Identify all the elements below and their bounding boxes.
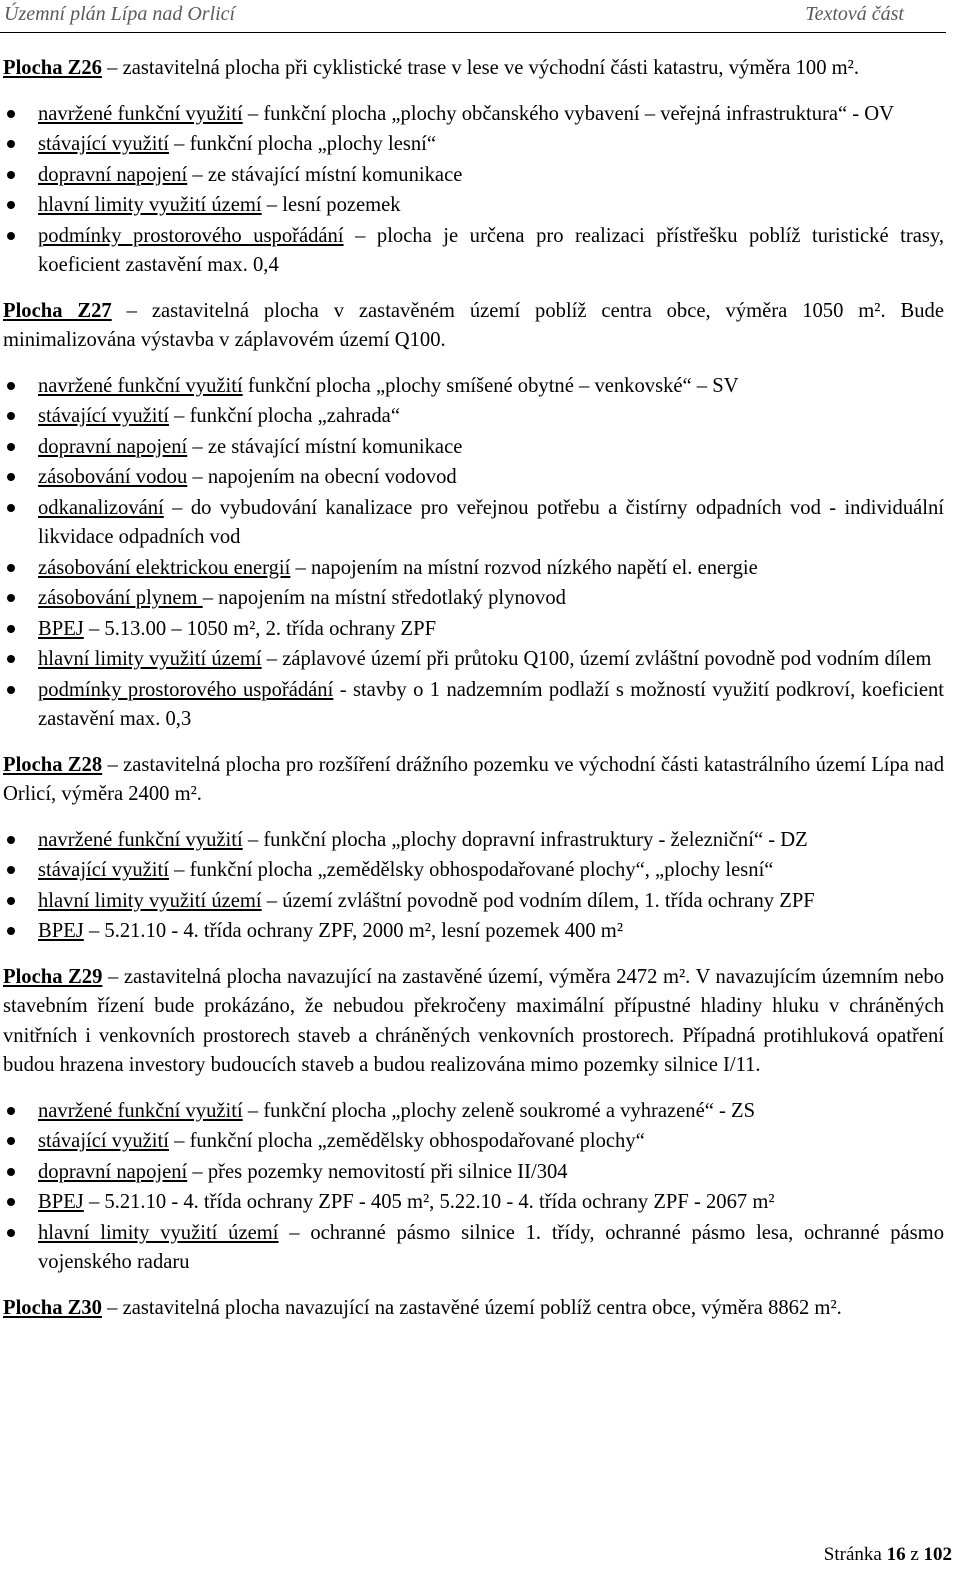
bullet-icon	[7, 655, 15, 663]
section-heading: Plocha Z27	[3, 299, 112, 322]
section-paragraph	[3, 297, 944, 356]
bullet-list	[3, 372, 944, 735]
list-item	[3, 856, 944, 886]
document-body	[3, 54, 944, 1323]
item-label: stávající využití	[38, 1130, 169, 1152]
item-text: – napojením na místní rozvod nízkého napětí el. energie	[290, 556, 758, 579]
header-section: Textová část	[805, 3, 904, 25]
item-label: stávající využití	[38, 133, 169, 155]
section-paragraph	[3, 751, 944, 810]
item-label: hlavní limity využití území	[38, 648, 262, 670]
section-heading: Plocha Z30	[3, 1296, 102, 1319]
bullet-icon	[7, 473, 15, 481]
item-text: – funkční plocha „plochy zeleně soukromé a vyhrazené“ - ZS	[242, 1099, 756, 1122]
item-text: – ze stávající místní komunikace	[187, 435, 463, 458]
list-item	[3, 402, 944, 432]
item-text: – funkční plocha „plochy dopravní infrastruktury - železniční“ - DZ	[242, 828, 808, 851]
list-item	[3, 161, 944, 191]
item-text: funkční plocha „plochy smíšené obytné – venkovské“ – SV	[242, 374, 739, 397]
item-text: – do vybudování kanalizace pro veřejnou potřebu a čistírny odpadních vod - individuální likvidace odpadních vod	[38, 496, 944, 548]
item-label: podmínky prostorového uspořádání	[38, 224, 344, 247]
item-label: BPEJ	[38, 1191, 84, 1213]
list-item	[3, 372, 944, 402]
section-intro: – zastavitelná plocha při cyklistické trase v lese ve východní části katastru, výměra 100 m².	[101, 57, 860, 79]
bullet-icon	[7, 594, 15, 602]
bullet-icon	[7, 171, 15, 179]
page-footer	[824, 1544, 952, 1566]
bullet-list	[3, 100, 944, 281]
item-text: – ochranné pásmo silnice 1. třídy, ochranné pásmo lesa, ochranné pásmo vojenského radaru	[38, 1221, 944, 1273]
bullet-list	[3, 826, 944, 947]
bullet-icon	[7, 625, 15, 633]
item-text: – funkční plocha „zahrada“	[168, 405, 400, 427]
list-item	[3, 917, 944, 947]
section-heading: Plocha Z26	[3, 57, 102, 79]
item-label: navržené funkční využití	[38, 1099, 243, 1122]
bullet-icon	[7, 504, 15, 512]
bullet-icon	[7, 866, 15, 874]
section-intro: – zastavitelná plocha navazující na zastavěné území poblíž centra obce, výměra 8862 m².	[101, 1296, 842, 1319]
item-label: dopravní napojení	[38, 163, 188, 186]
bullet-icon	[7, 1107, 15, 1115]
bullet-icon	[7, 382, 15, 390]
item-text: – 5.21.10 - 4. třída ochrany ZPF - 405 m², 5.22.10 - 4. třída ochrany ZPF - 2067 m²	[83, 1191, 775, 1213]
item-text: – funkční plocha „plochy lesní“	[168, 133, 437, 155]
item-label: zásobování vodou	[38, 466, 188, 488]
item-label: BPEJ	[38, 920, 84, 942]
item-text: – plocha je určena pro realizaci přístřešku poblíž turistické trasy, koeficient zastavění max. 0,4	[38, 224, 944, 276]
bullet-icon	[7, 1168, 15, 1176]
section-paragraph	[3, 54, 944, 84]
item-label: dopravní napojení	[38, 1160, 188, 1183]
item-label: BPEJ	[38, 617, 84, 640]
item-label: zásobování elektrickou energií	[38, 556, 291, 579]
item-label: zásobování plynem	[38, 587, 203, 609]
header-title: Územní plán Lípa nad Orlicí	[4, 3, 236, 25]
section-paragraph	[3, 1294, 944, 1324]
list-item	[3, 1188, 944, 1218]
bullet-icon	[7, 443, 15, 451]
section-heading: Plocha Z28	[3, 753, 103, 776]
list-item	[3, 615, 944, 645]
list-item	[3, 554, 944, 584]
bullet-icon	[7, 927, 15, 935]
list-item	[3, 222, 944, 281]
item-label: navržené funkční využití	[38, 374, 243, 397]
list-item	[3, 1158, 944, 1188]
item-text: – funkční plocha „plochy občanského vybavení – veřejná infrastruktura“ - OV	[242, 102, 895, 125]
bullet-icon	[7, 1198, 15, 1206]
section-paragraph	[3, 963, 944, 1081]
item-label: hlavní limity využití území	[38, 194, 262, 216]
item-text: – ze stávající místní komunikace	[187, 163, 463, 186]
bullet-icon	[7, 140, 15, 148]
list-item	[3, 676, 944, 735]
list-item	[3, 191, 944, 221]
item-text: – lesní pozemek	[261, 194, 401, 216]
item-label: hlavní limity využití území	[38, 889, 262, 912]
item-label: odkanalizování	[38, 496, 164, 519]
section-intro: – zastavitelná plocha pro rozšíření drážního pozemku ve východní části katastrálního území Lípa nad Orlicí, výměra 2400 m².	[3, 753, 944, 805]
page-header	[0, 0, 946, 33]
list-item	[3, 130, 944, 160]
bullet-icon	[7, 686, 15, 694]
list-item	[3, 494, 944, 553]
list-item	[3, 1219, 944, 1278]
item-label: dopravní napojení	[38, 435, 188, 458]
item-label: podmínky prostorového uspořádání	[38, 678, 334, 701]
list-item	[3, 1097, 944, 1127]
item-label: navržené funkční využití	[38, 102, 243, 125]
bullet-icon	[7, 1137, 15, 1145]
item-text: – napojením na obecní vodovod	[187, 466, 457, 488]
bullet-icon	[7, 110, 15, 118]
item-text: - stavby o 1 nadzemním podlaží s možností využití podkroví, koeficient zastavění max. 0,3	[38, 678, 944, 730]
list-item	[3, 887, 944, 917]
list-item	[3, 1127, 944, 1157]
bullet-icon	[7, 836, 15, 844]
section-intro: – zastavitelná plocha navazující na zastavěné území, výměra 2472 m². V navazujícím územním nebo stavebním řízení bude prokázáno, že nebudou překročeny maximální přípustné hladiny hluku v chráněných vnitřních i venkovních prostorech staveb a chráněných venkovních prostorech. Případná protihluková opatření budou hrazena investory budoucích staveb a budou realizována mimo pozemky silnice I/11.	[3, 965, 944, 1076]
section-intro: – zastavitelná plocha v zastavěném území poblíž centra obce, výměra 1050 m². Bude minimalizována výstavba v záplavovém území Q100.	[3, 299, 944, 351]
item-text: – přes pozemky nemovitostí při silnice II/304	[187, 1160, 568, 1183]
item-text: – území zvláštní povodně pod vodním dílem, 1. třída ochrany ZPF	[261, 889, 815, 912]
list-item	[3, 463, 944, 493]
item-label: stávající využití	[38, 405, 169, 427]
bullet-icon	[7, 564, 15, 572]
footer-total: 102	[923, 1544, 952, 1565]
bullet-icon	[7, 897, 15, 905]
bullet-icon	[7, 232, 15, 240]
bullet-icon	[7, 201, 15, 209]
item-text: – 5.21.10 - 4. třída ochrany ZPF, 2000 m², lesní pozemek 400 m²	[83, 920, 623, 942]
item-label: stávající využití	[38, 859, 169, 881]
item-text: – 5.13.00 – 1050 m², 2. třída ochrany ZPF	[83, 617, 437, 640]
list-item	[3, 433, 944, 463]
bullet-icon	[7, 412, 15, 420]
list-item	[3, 584, 944, 614]
footer-prefix: Stránka	[823, 1544, 887, 1565]
list-item	[3, 826, 944, 856]
list-item	[3, 645, 944, 675]
item-label: navržené funkční využití	[38, 828, 243, 851]
item-text: – funkční plocha „zemědělsky obhospodařované plochy“	[168, 1130, 645, 1152]
item-text: – napojením na místní středotlaký plynovod	[202, 587, 566, 609]
item-text: – záplavové území při průtoku Q100, území zvláštní povodně pod vodním dílem	[261, 648, 932, 670]
bullet-icon	[7, 1229, 15, 1237]
footer-page: 16	[886, 1544, 906, 1565]
footer-sep: z	[905, 1544, 924, 1565]
item-text: – funkční plocha „zemědělsky obhospodařované plochy“, „plochy lesní“	[168, 859, 774, 881]
section-heading: Plocha Z29	[3, 965, 103, 988]
bullet-list	[3, 1097, 944, 1278]
item-label: hlavní limity využití území	[38, 1221, 279, 1244]
list-item	[3, 100, 944, 130]
